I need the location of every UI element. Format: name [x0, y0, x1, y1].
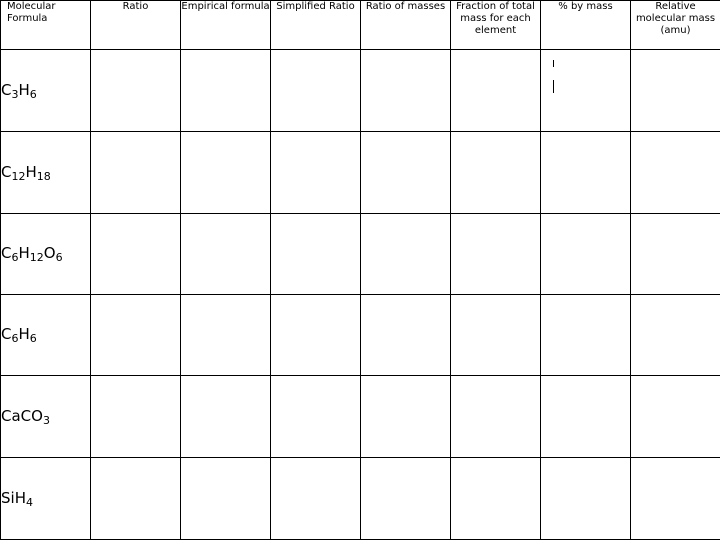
header-simplified-ratio: Simplified Ratio [271, 1, 361, 50]
ratio-of-masses-cell[interactable] [361, 214, 451, 295]
relative-molecular-mass-cell[interactable] [631, 295, 720, 376]
empirical-formula-cell[interactable] [181, 50, 271, 132]
empirical-formula-cell[interactable] [181, 458, 271, 540]
simplified-ratio-cell[interactable] [271, 50, 361, 132]
percent-by-mass-cell[interactable] [541, 214, 631, 295]
formula-cell: SiH$_4$ [1, 458, 91, 540]
relative-molecular-mass-cell[interactable] [631, 214, 720, 295]
header-molecular-formula: Molecular Formula [1, 1, 91, 50]
simplified-ratio-cell[interactable] [271, 214, 361, 295]
ratio-of-masses-cell[interactable] [361, 295, 451, 376]
header-ratio-of-masses: Ratio of masses [361, 1, 451, 50]
header-ratio: Ratio [91, 1, 181, 50]
percent-by-mass-cell[interactable] [541, 50, 631, 132]
empirical-formula-cell[interactable] [181, 132, 271, 214]
ratio-of-masses-cell[interactable] [361, 376, 451, 458]
table-row [1, 132, 720, 214]
ratio-cell[interactable] [91, 376, 181, 458]
header-relative-molecular-mass: Relative molecular mass (amu) [631, 1, 720, 50]
percent-by-mass-cell[interactable] [541, 458, 631, 540]
pen-mark [553, 80, 554, 93]
ratio-of-masses-cell[interactable] [361, 458, 451, 540]
table-row [1, 376, 720, 458]
table-row [1, 50, 720, 132]
simplified-ratio-cell[interactable] [271, 376, 361, 458]
pen-mark [553, 60, 554, 67]
simplified-ratio-cell[interactable] [271, 458, 361, 540]
formula-cell: $C_6H_{12}O_6$ [1, 214, 91, 295]
empirical-formula-cell[interactable] [181, 214, 271, 295]
ratio-of-masses-cell[interactable] [361, 50, 451, 132]
ratio-cell[interactable] [91, 295, 181, 376]
relative-molecular-mass-cell[interactable] [631, 376, 720, 458]
fraction-of-mass-cell[interactable] [451, 214, 541, 295]
ratio-cell[interactable] [91, 458, 181, 540]
relative-molecular-mass-cell[interactable] [631, 132, 720, 214]
formula-cell: $C_3H_6$ [1, 50, 91, 132]
fraction-of-mass-cell[interactable] [451, 132, 541, 214]
empirical-formula-cell[interactable] [181, 376, 271, 458]
fraction-of-mass-cell[interactable] [451, 458, 541, 540]
percent-by-mass-cell[interactable] [541, 295, 631, 376]
simplified-ratio-cell[interactable] [271, 295, 361, 376]
fraction-of-mass-cell[interactable] [451, 295, 541, 376]
header-fraction-of-mass: Fraction of total mass for each element [451, 1, 541, 50]
empirical-formula-cell[interactable] [181, 295, 271, 376]
header-row [1, 1, 720, 50]
fraction-of-mass-cell[interactable] [451, 376, 541, 458]
fraction-of-mass-cell[interactable] [451, 50, 541, 132]
table-row [1, 458, 720, 540]
header-empirical-formula: Empirical formula [181, 1, 271, 50]
simplified-ratio-cell[interactable] [271, 132, 361, 214]
ratio-cell[interactable] [91, 214, 181, 295]
formula-cell: $C_{12}H_{18}$ [1, 132, 91, 214]
ratio-cell[interactable] [91, 50, 181, 132]
ratio-of-masses-cell[interactable] [361, 132, 451, 214]
relative-molecular-mass-cell[interactable] [631, 50, 720, 132]
table-row [1, 295, 720, 376]
percent-by-mass-cell[interactable] [541, 132, 631, 214]
formula-cell: $C_6H_6$ [1, 295, 91, 376]
percent-by-mass-cell[interactable] [541, 376, 631, 458]
formula-cell: CaCO$_3$ [1, 376, 91, 458]
header-percent-by-mass: % by mass [541, 1, 631, 50]
relative-molecular-mass-cell[interactable] [631, 458, 720, 540]
ratio-cell[interactable] [91, 132, 181, 214]
table-row [1, 214, 720, 295]
